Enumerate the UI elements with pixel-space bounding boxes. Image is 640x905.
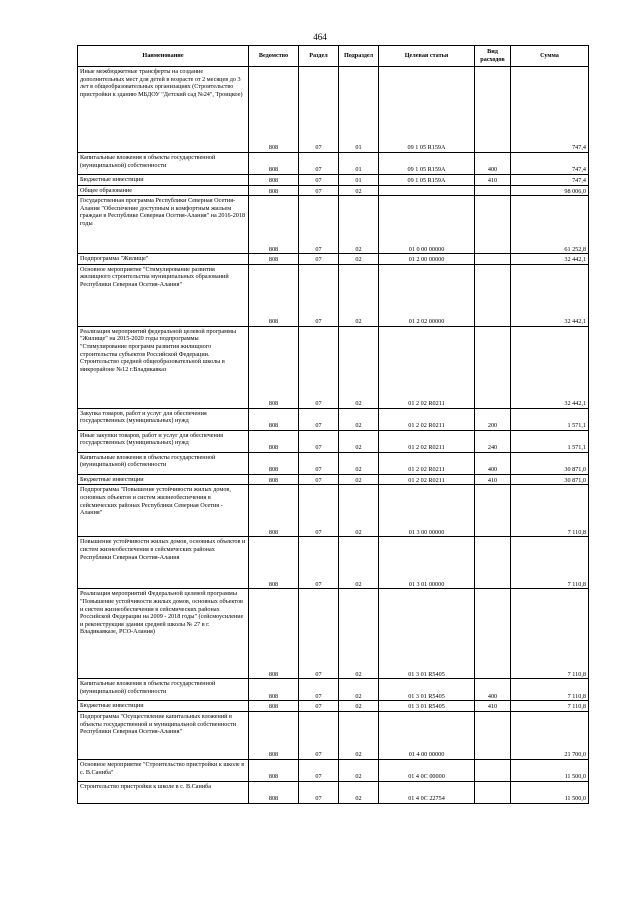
table-row: [78, 254, 589, 265]
table-body: [78, 67, 589, 804]
cell-razdel: 07: [299, 474, 339, 485]
table-row: [78, 264, 589, 326]
cell-vid: [475, 254, 511, 265]
cell-tsel: 01 2 02 00000: [379, 264, 475, 326]
cell-name: Закупка товаров, работ и услуг для обеспечения государственных (муниципальных) нужд: [78, 408, 249, 430]
table-row: [78, 408, 589, 430]
cell-podrazdel: 02: [339, 452, 379, 474]
table-row: [78, 485, 589, 537]
cell-podrazdel: 02: [339, 711, 379, 759]
cell-tsel: 09 1 05 R159A: [379, 175, 475, 186]
cell-vid: [475, 485, 511, 537]
cell-vedomstvo: 808: [249, 185, 299, 196]
table-row: [78, 537, 589, 589]
cell-tsel: 01 2 02 R0211: [379, 408, 475, 430]
cell-name: Бюджетные инвестиции: [78, 474, 249, 485]
cell-tsel: 01 3 00 00000: [379, 485, 475, 537]
cell-tsel: 01 4 0C 00000: [379, 759, 475, 781]
cell-summa: 747,4: [511, 153, 589, 175]
cell-vedomstvo: 808: [249, 175, 299, 186]
cell-name: Иные закупки товаров, работ и услуг для обеспечения государственных (муниципальных) нужд: [78, 430, 249, 452]
column-header-razdel: Раздел: [299, 46, 339, 67]
cell-vedomstvo: 808: [249, 537, 299, 589]
cell-vid: [475, 537, 511, 589]
table-row: [78, 185, 589, 196]
cell-razdel: 07: [299, 589, 339, 679]
cell-name: Общее образование: [78, 185, 249, 196]
cell-razdel: 07: [299, 430, 339, 452]
cell-vid: 400: [475, 452, 511, 474]
cell-vid: 200: [475, 408, 511, 430]
cell-summa: 98 006,0: [511, 185, 589, 196]
cell-vid: 410: [475, 701, 511, 712]
cell-podrazdel: 02: [339, 326, 379, 408]
cell-vid: 410: [475, 474, 511, 485]
cell-vid: 410: [475, 175, 511, 186]
cell-summa: 7 110,8: [511, 679, 589, 701]
cell-tsel: 01 3 01 R5405: [379, 589, 475, 679]
cell-tsel: 01 4 00 00000: [379, 711, 475, 759]
cell-podrazdel: 02: [339, 254, 379, 265]
table-row: [78, 759, 589, 781]
cell-vid: [475, 185, 511, 196]
cell-razdel: 07: [299, 326, 339, 408]
cell-tsel: 01 3 01 00000: [379, 537, 475, 589]
cell-summa: 11 500,0: [511, 759, 589, 781]
cell-name: Капитальные вложения в объекты государственной (муниципальной) собственности: [78, 452, 249, 474]
cell-vedomstvo: 808: [249, 485, 299, 537]
table-row: [78, 153, 589, 175]
table-row: [78, 711, 589, 759]
table-row: [78, 67, 589, 153]
table-row: [78, 679, 589, 701]
table-header-row: [78, 46, 589, 67]
table-row: [78, 452, 589, 474]
cell-name: Подпрограмма "Повышение устойчивости жилых домов, основных объектов и систем жизнеобеспечения в сейсмических районах Республики Северная Осетия - Алания": [78, 485, 249, 537]
cell-vedomstvo: 808: [249, 759, 299, 781]
cell-vedomstvo: 808: [249, 474, 299, 485]
table-row: [78, 326, 589, 408]
cell-podrazdel: 02: [339, 679, 379, 701]
column-header-podrazdel: Подраздел: [339, 46, 379, 67]
table-row: [78, 589, 589, 679]
page-number: 464: [313, 32, 327, 42]
cell-podrazdel: 02: [339, 701, 379, 712]
cell-name: Подпрограмма "Осуществление капитальных вложений в объекты государственной и муниципальной собственности Республики Северная Осетия-Алания": [78, 711, 249, 759]
cell-vedomstvo: 808: [249, 67, 299, 153]
cell-summa: 11 500,0: [511, 781, 589, 803]
cell-vid: 240: [475, 430, 511, 452]
cell-podrazdel: 02: [339, 408, 379, 430]
cell-razdel: 07: [299, 537, 339, 589]
cell-summa: 7 110,8: [511, 589, 589, 679]
cell-name: Основное мероприятие "Строительство пристройки к школе в с. В.Саниба": [78, 759, 249, 781]
column-header-expense-type: Вид расходов: [475, 46, 511, 67]
cell-podrazdel: 01: [339, 175, 379, 186]
cell-vedomstvo: 808: [249, 589, 299, 679]
cell-vid: 400: [475, 153, 511, 175]
cell-summa: 61 252,8: [511, 196, 589, 254]
cell-name: Бюджетные инвестиции: [78, 701, 249, 712]
cell-tsel: 01 2 02 R0211: [379, 430, 475, 452]
cell-podrazdel: 02: [339, 589, 379, 679]
cell-podrazdel: 01: [339, 153, 379, 175]
cell-vedomstvo: 808: [249, 711, 299, 759]
cell-tsel: 01 3 01 R5405: [379, 701, 475, 712]
column-header-name: Наименование: [78, 46, 249, 67]
cell-vid: [475, 67, 511, 153]
cell-vid: [475, 326, 511, 408]
table-row: [78, 430, 589, 452]
cell-razdel: 07: [299, 701, 339, 712]
cell-summa: 32 442,1: [511, 254, 589, 265]
cell-vid: [475, 196, 511, 254]
cell-vedomstvo: 808: [249, 408, 299, 430]
cell-vedomstvo: 808: [249, 679, 299, 701]
cell-podrazdel: 02: [339, 264, 379, 326]
column-header-target-article: Целевая статья: [379, 46, 475, 67]
cell-tsel: 01 2 02 R0211: [379, 452, 475, 474]
cell-summa: 747,4: [511, 67, 589, 153]
cell-tsel: 09 1 05 R159A: [379, 67, 475, 153]
cell-summa: 1 571,1: [511, 408, 589, 430]
cell-vedomstvo: 808: [249, 781, 299, 803]
cell-vedomstvo: 808: [249, 153, 299, 175]
table-row: [78, 474, 589, 485]
cell-razdel: 07: [299, 679, 339, 701]
cell-razdel: 07: [299, 781, 339, 803]
cell-podrazdel: 02: [339, 537, 379, 589]
cell-vid: [475, 781, 511, 803]
cell-name: Основное мероприятие "Стимулирование развития жилищного строительства муниципальных образований Республики Северная Осетия-Алания": [78, 264, 249, 326]
cell-tsel: 01 4 0C 22754: [379, 781, 475, 803]
cell-tsel: 01 0 00 00000: [379, 196, 475, 254]
cell-tsel: 09 1 05 R159A: [379, 153, 475, 175]
cell-podrazdel: 02: [339, 196, 379, 254]
cell-summa: 30 871,0: [511, 452, 589, 474]
cell-vedomstvo: 808: [249, 701, 299, 712]
cell-summa: 30 871,0: [511, 474, 589, 485]
cell-name: Капитальные вложения в объекты государственной (муниципальной) собственности: [78, 153, 249, 175]
cell-podrazdel: 02: [339, 781, 379, 803]
cell-podrazdel: 02: [339, 185, 379, 196]
budget-table: [77, 45, 589, 804]
cell-name: Иные межбюджетные трансферты на создание дополнительных мест для детей в возрасте от 2 месяцев до 3 лет в общеобразовательных организациях (Строительство пристройки к зданию МБДОУ "Детский сад №24", Троицкое): [78, 67, 249, 153]
table-row: [78, 701, 589, 712]
cell-name: Реализация мероприятий федеральной целевой программы "Жилище" на 2015-2020 годы подпрограммы "Стимулирование программ развития жилищного строительства субъектов Российской Федерации. Строительство средней общеобразовательной школы в микрорайоне №12 г.Владикавказ: [78, 326, 249, 408]
cell-razdel: 07: [299, 485, 339, 537]
cell-name: Реализация мероприятий Федеральной целевой программы "Повышение устойчивости жилых домов, основных объектов и систем жизнеобеспечения в сейсмических районах Российской Федерации на 2009 - 2018 годы" (сейсмоусиление и реконструкция здания средней школы № 27 в г. Владикавказе, РСО-Алания): [78, 589, 249, 679]
cell-razdel: 07: [299, 759, 339, 781]
cell-summa: 7 110,8: [511, 701, 589, 712]
table-row: [78, 196, 589, 254]
cell-tsel: 01 2 00 00000: [379, 254, 475, 265]
cell-name: Подпрограмма "Жилище": [78, 254, 249, 265]
cell-tsel: 01 2 02 R0211: [379, 326, 475, 408]
cell-razdel: 07: [299, 67, 339, 153]
cell-podrazdel: 02: [339, 474, 379, 485]
cell-razdel: 07: [299, 196, 339, 254]
cell-razdel: 07: [299, 185, 339, 196]
cell-razdel: 07: [299, 452, 339, 474]
cell-tsel: 01 3 01 R5405: [379, 679, 475, 701]
cell-summa: 7 110,8: [511, 537, 589, 589]
cell-vedomstvo: 808: [249, 196, 299, 254]
cell-vedomstvo: 808: [249, 264, 299, 326]
cell-summa: 747,4: [511, 175, 589, 186]
cell-vid: 400: [475, 679, 511, 701]
cell-vedomstvo: 808: [249, 452, 299, 474]
cell-summa: 32 442,1: [511, 264, 589, 326]
cell-vedomstvo: 808: [249, 326, 299, 408]
table-row: [78, 175, 589, 186]
cell-razdel: 07: [299, 153, 339, 175]
table-row: [78, 781, 589, 803]
cell-tsel: [379, 185, 475, 196]
cell-tsel: 01 2 02 R0211: [379, 474, 475, 485]
cell-vid: [475, 589, 511, 679]
cell-summa: 7 110,8: [511, 485, 589, 537]
cell-vid: [475, 759, 511, 781]
cell-name: Строительство пристройки к школе в с. В.Саниба: [78, 781, 249, 803]
cell-vid: [475, 711, 511, 759]
cell-vedomstvo: 808: [249, 254, 299, 265]
cell-name: Повышение устойчивости жилых домов, основных объектов и систем жизнеобеспечения в сейсмических районах Республики Северная Осетия-Алания: [78, 537, 249, 589]
cell-podrazdel: 02: [339, 485, 379, 537]
cell-razdel: 07: [299, 254, 339, 265]
cell-summa: 32 442,1: [511, 326, 589, 408]
cell-name: Государственная программа Республики Северная Осетия-Алания "Обеспечение доступным и комфортным жильем граждан в Республике Северная Осетия-Алания" на 2016-2018 годы: [78, 196, 249, 254]
cell-razdel: 07: [299, 711, 339, 759]
cell-summa: 21 700,0: [511, 711, 589, 759]
cell-razdel: 07: [299, 408, 339, 430]
cell-vid: [475, 264, 511, 326]
cell-razdel: 07: [299, 264, 339, 326]
cell-podrazdel: 02: [339, 430, 379, 452]
cell-summa: 1 571,1: [511, 430, 589, 452]
cell-razdel: 07: [299, 175, 339, 186]
column-header-sum: Сумма: [511, 46, 589, 67]
cell-podrazdel: 01: [339, 67, 379, 153]
cell-vedomstvo: 808: [249, 430, 299, 452]
cell-name: Бюджетные инвестиции: [78, 175, 249, 186]
cell-name: Капитальные вложения в объекты государственной (муниципальной) собственности: [78, 679, 249, 701]
cell-podrazdel: 02: [339, 759, 379, 781]
column-header-vedomstvo: Ведомство: [249, 46, 299, 67]
